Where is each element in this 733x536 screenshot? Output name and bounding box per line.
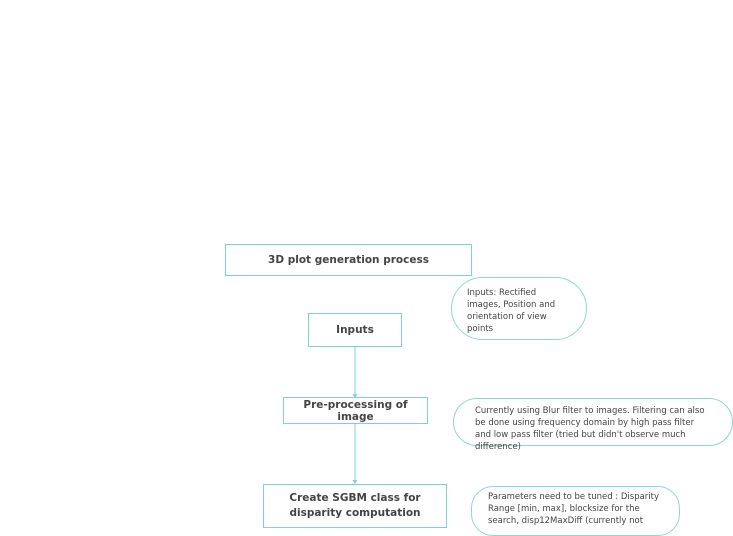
inputs-note[interactable]	[451, 277, 587, 340]
sgbm-note-text: Parameters need to be tuned : Disparity Range [min, max], blocksize for the search, disp12MaxDiff (currently not	[488, 492, 660, 526]
preprocessing-note[interactable]	[453, 398, 733, 452]
inputs-node-label: Inputs	[336, 324, 374, 336]
inputs-node[interactable]	[308, 313, 402, 347]
inputs-note-text: Inputs: Rectified images, Position and orientation of view points	[467, 288, 556, 334]
root-node-title[interactable]	[225, 244, 472, 276]
root-node-label: 3D plot generation process	[268, 254, 429, 266]
preprocessing-note-text: Currently using Blur filter to images. Filtering can also be done using frequency domain by high pass filter and low pass filter (tried but didn't observe much difference)	[475, 406, 705, 452]
sgbm-note[interactable]	[471, 486, 680, 536]
preprocessing-node[interactable]	[283, 397, 428, 424]
sgbm-node-label: Create SGBM class for disparity computation	[289, 492, 421, 519]
preprocessing-node-label: Pre-processing of image	[303, 398, 408, 423]
sgbm-node[interactable]	[263, 484, 447, 528]
